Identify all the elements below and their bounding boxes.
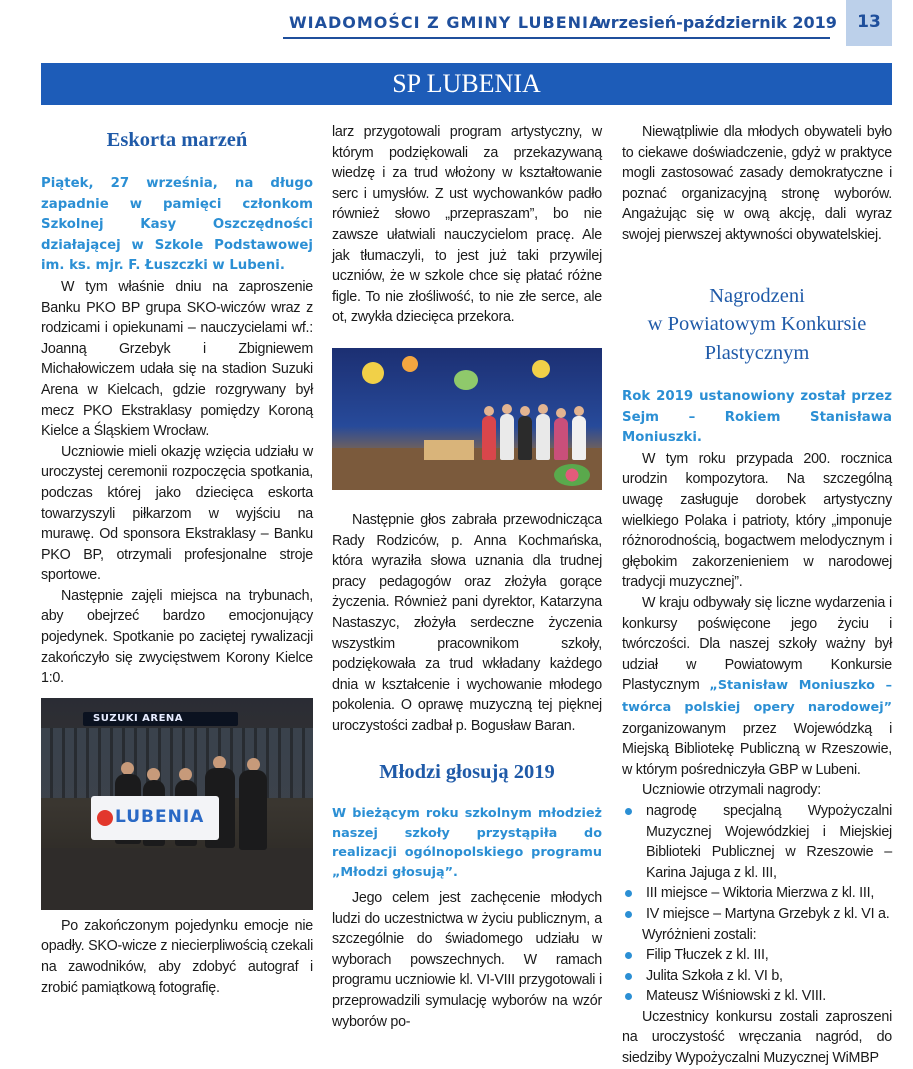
paragraph: Następnie zajęli miejsca na trybunach, aby obejrzeć bardzo emocjonujący pojedynek. Spotkanie po zaciętej rywalizacji zakończyło się zwycięstwem Korony Kielce 1:0. [41,587,313,687]
article-lead-nagrodzeni: Rok 2019 ustanowiony został przez Sejm – Rokiem Stanisława Moniuszki. [622,389,892,446]
article-lead-eskorta: Piątek, 27 września, na długo zapadnie w pamięci członkom Szkolnej Kasy Oszczędności działającej w Szkole Podstawowej im. ks. mjr. F. Łuszczki w Lubeni. [41,176,313,274]
list-item: Julita Szkoła z kl. VI b, [622,966,892,987]
photo-student [536,414,550,460]
list-item: Filip Tłuczek z kl. III, [622,945,892,966]
article-title-line: w Powiatowym Konkursie [647,313,867,336]
awards-list [622,801,892,925]
lubenia-banner [91,796,219,840]
column-3 [622,122,892,1067]
paragraph: Jego celem jest zachęcenie młodych ludzi do uczestnictwa w życiu publicznym, a szczególnie do świadomego udziału w wyborach powszechnych. W ramach programu uczniowie kl. VI-VIII przygotowali i przeprowadzili symulację wyborów na wzór wyborów po- [332,890,602,1030]
article-title-mlodzi: Młodzi głosują 2019 [379,761,555,784]
list-item: Mateusz Wiśniowski z kl. VIII. [622,986,892,1007]
magazine-title: WIADOMOŚCI Z GMINY LUBENIA [289,13,603,32]
distinctions-list [622,945,892,1007]
header-rule [283,37,830,39]
paragraph: larz przygotowali program artystyczny, w którym podziękowali za przekazywaną wiedzę i za trud włożony w kształtowanie serc i umysłów. Z ust wychowanków padło również słowo „przepraszam”, bo nie zawsze ułatwiali nauczycielom pracę. Ale jak tłumaczyli, to jest już taki przywilej uczniów, że w szkole chce się płatać różne figle. To nie złośliwość, to nie złe serce, ale ot, zwykła dziecięca przekora. [332,124,602,326]
photo-stage-table [424,440,474,460]
school-ceremony-photo [332,348,602,490]
article-title-nagrodzeni [622,282,892,368]
text-run: zorganizowanym przez Wojewódzką i Miejską Bibliotekę Publiczną w Rzeszowie, w którym pośredniczyła GBP w Lubeni. [622,720,892,778]
article-title-eskorta: Eskorta marzeń [106,129,248,151]
article-title-line: Nagrodzeni [709,284,805,307]
list-item: III miejsce – Wiktoria Mierzwa z kl. III, [622,883,892,904]
column-1 [41,122,313,1031]
paragraph-with-highlight [622,593,892,780]
paragraph: Następnie głos zabrała przewodnicząca Rady Rodziców, p. Anna Kochmańska, która wyraziła słowa uznania dla trudnej pracy pedagogów oraz złożyła gorące życzenia. Również pani dyrektor, Katarzyna Nastaszyc, złożyła serdeczne życzenia wszystkim pracownikom szkoły, podziękowała za trud wkładany każdego dnia w kształcenie i wychowanie młodego pokolenia. O oprawę muzyczną tej pięknej uroczystości zadbał p. Bogusław Baran. [332,511,602,734]
paragraph: Uczestnicy konkursu zostali zaproszeni na uroczystość wręczania nagród, do siedziby Wypożyczalni Muzycznej WiMBP [622,1008,892,1067]
sko-logo-icon [97,810,113,826]
paragraph: W tym roku przypada 200. rocznica urodzin kompozytora. Na szczególną uwagę zasługuje dorobek artystyczny wielkiego Polaka i patrioty, który „imponuje różnorodnością, bogactwem melodycznym i głębokim zakorzenieniem w narodowej tradycji muzycznej”. [622,450,892,591]
photo-student [572,416,586,460]
photo-person [239,770,267,850]
photo-arena-sign-text: SUZUKI ARENA [93,712,184,724]
section-banner: SP LUBENIA [41,63,892,105]
photo-stage-decoration [362,362,384,384]
photo-person-head [147,768,160,781]
photo-stage-decoration [454,370,478,390]
article-lead-mlodzi: W bieżącym roku szkolnym młodzież naszej szkoły przystąpiła do realizacji ogólnopolskiego programu „Młodzi głosują”. [332,806,602,880]
list-item: nagrodę specjalną Wypożyczalni Muzycznej Wojewódzkiej i Miejskiej Biblioteki Publicznej w Rzeszowie – Karina Jajuga z kl. III, [622,801,892,883]
column-2 [332,122,602,1031]
stadium-group-photo [41,698,313,910]
paragraph: Po zakończonym pojedynku emocje nie opadły. SKO-wicze z niecierpliwością czekali na zawodników, aby zdobyć autograf i zrobić pamiątkową fotografię. [41,917,313,996]
paragraph: Wyróżnieni zostali: [642,926,757,943]
photo-flowers [554,464,590,486]
article-title-line: Plastycznym [704,341,810,364]
photo-banner-text: LUBENIA [115,806,205,827]
paragraph: Uczniowie mieli okazję wzięcia udziału w uroczystej ceremonii rozpoczęcia spotkania, podczas której jako dziecięca eskorta towarzyszyli piłkarzom w wyjściu na murawę. Od sponsora Ekstraklasy – Banku PKO BP, otrzymali profesjonalne stroje sportowe. [41,443,313,584]
photo-student [482,416,496,460]
contest-title: „Stanisław Moniuszko – twórca polskiej opery narodowej” [622,678,892,715]
paragraph: Uczniowie otrzymali nagrody: [642,782,821,799]
photo-person-head [179,768,192,781]
text-run: W kraju odbywały się liczne wydarzenia i konkursy poświęcone jego życiu i twórczości. Dla naszej szkoły ważny był udział w Powiatowym Konkursie Plastycznym [622,595,892,694]
photo-person-head [121,762,134,775]
paragraph: Niewątpliwie dla młodych obywateli było to ciekawe doświadczenie, gdyż w praktyce mogli zastosować zasady demokratyczne i poznać organizacyjną stronę wyborów. Angażując się w ową akcję, dali wyraz swojej pierwszej aktywności obywatelskiej. [622,124,892,243]
issue-date: wrzesień-październik 2019 [596,13,837,32]
photo-stage-decoration [532,360,550,378]
photo-arena-sign [83,712,238,726]
photo-person-head [247,758,260,771]
photo-stage-decoration [402,356,418,372]
page-number: 13 [846,0,892,46]
photo-student [500,414,514,460]
photo-ground [41,848,313,910]
photo-student [518,416,532,460]
photo-person-head [213,756,226,769]
photo-student [554,418,568,460]
list-item: IV miejsce – Martyna Grzebyk z kl. VI a. [622,904,892,925]
paragraph: W tym właśnie dniu na zaproszenie Banku PKO BP grupa SKO-wiczów wraz z rodzicami i opiekunami – nauczycielami wf.: Joanną Grzebyk i Zbigniewem Michałowiczem udała się na stadion Suzuki Arena w Kielcach, gdzie rozgrywany był mecz PKO Ekstraklasy pomiędzy Koroną Kielce a Śląskiem Wrocław. [41,278,313,440]
